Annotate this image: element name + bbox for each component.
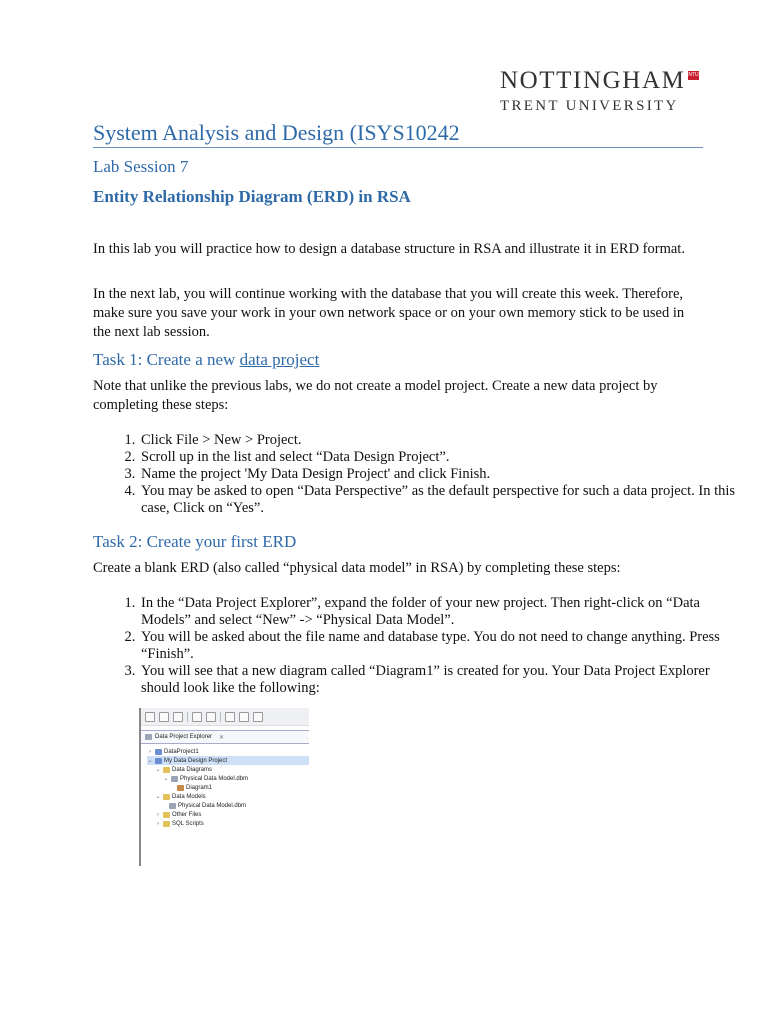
file-icon (171, 776, 178, 782)
lab-session-label: Lab Session 7 (93, 157, 189, 176)
folder-icon (163, 794, 170, 800)
folder-icon (163, 767, 170, 773)
title-divider (93, 147, 703, 148)
chevron-down-icon: ⌄ (163, 776, 169, 782)
chevron-right-icon: › (157, 811, 159, 818)
debug-icon (192, 712, 202, 722)
logo-name: NOTTINGHAM (500, 67, 686, 94)
project-icon (155, 758, 162, 764)
chevron-down-icon: ⌄ (147, 758, 153, 764)
explorer-toolbar (141, 708, 309, 726)
list-item: 1. In the “Data Project Explorer”, expand the folder of your new project. Then right-click on “Data Models” and select “New” -> “Physical Data Model”. (139, 595, 751, 629)
tree-node-label: Data Models (172, 793, 206, 800)
folder-icon (163, 812, 170, 818)
tree-node (147, 765, 309, 774)
tree-node-label: Physical Data Model.dbm (180, 775, 249, 782)
tree-node (147, 774, 309, 783)
logo-subname: TRENT UNIVERSITY (500, 98, 679, 114)
project-icon (155, 749, 162, 755)
task2-heading: Task 2: Create your first ERD (93, 532, 297, 551)
explorer-tree (141, 744, 309, 828)
tree-node-label: Data Diagrams (172, 766, 213, 773)
tree-node (147, 783, 309, 792)
university-logo (500, 68, 700, 115)
list-item: 3. Name the project 'My Data Design Project' and click Finish. (139, 466, 751, 483)
task1-heading (93, 350, 319, 370)
intro-paragraph-1: In this lab you will practice how to design a database structure in RSA and illustrate it in ERD format. (93, 241, 685, 257)
chevron-down-icon: ⌄ (155, 767, 161, 773)
task1-intro: Note that unlike the previous labs, we do not create a model project. Create a new data project by completing these steps: (93, 378, 658, 413)
list-item: 3. You will see that a new diagram called “Diagram1” is created for you. Your Data Project Explorer should look like the following: (139, 663, 751, 697)
toolbar-separator (187, 712, 188, 722)
tree-node (147, 747, 309, 756)
explorer-screenshot (139, 708, 309, 866)
document-subtitle: Entity Relationship Diagram (ERD) in RSA (93, 187, 411, 206)
run-icon (206, 712, 216, 722)
tree-node-label: My Data Design Project (164, 757, 228, 764)
diagram-icon (177, 785, 184, 791)
tree-node-label: Physical Data Model.dbm (178, 802, 247, 809)
logo-badge: NTU (688, 72, 699, 78)
file-icon (169, 803, 176, 809)
back-icon (239, 712, 249, 722)
chevron-down-icon: ⌄ (155, 794, 161, 800)
save-icon (159, 712, 169, 722)
tree-node-label: Other Files (172, 811, 202, 818)
close-icon: ✕ (219, 734, 225, 741)
print-icon (173, 712, 183, 722)
folder-icon (163, 821, 170, 827)
list-item: 4. You may be asked to open “Data Perspective” as the default perspective for such a data project. In this case, Click on “Yes”. (139, 483, 751, 517)
tree-node-label: SQL Scripts (172, 820, 204, 827)
tree-node (147, 801, 309, 810)
forward-icon (253, 712, 263, 722)
search-icon (225, 712, 235, 722)
task1-heading-text: Task 1: Create a new (93, 350, 240, 369)
tree-node-label: Diagram1 (186, 784, 213, 791)
data-project-link[interactable]: data project (239, 350, 320, 369)
task2-steps (93, 595, 751, 697)
explorer-tab (141, 730, 309, 744)
toolbar-separator (220, 712, 221, 722)
list-item: 1. Click File > New > Project. (139, 432, 751, 449)
explorer-view-icon (145, 734, 152, 740)
intro-paragraph-2: In the next lab, you will continue working with the database that you will create this week. Therefore, make sure you save your work in your own network space or on your own memory stick to be used in the next lab session. (93, 286, 685, 340)
tree-node (147, 792, 309, 801)
tree-node (147, 756, 309, 765)
tree-node (147, 810, 309, 819)
tree-node-label: DataProject1 (164, 748, 199, 755)
explorer-tab-label: Data Project Explorer (155, 734, 213, 740)
task1-steps (93, 432, 751, 517)
chevron-right-icon: › (157, 820, 159, 827)
list-item: 2. You will be asked about the file name and database type. You do not need to change anything. Press “Finish”. (139, 629, 751, 663)
new-icon (145, 712, 155, 722)
tree-node (147, 819, 309, 828)
document-title: System Analysis and Design (ISYS10242 (93, 120, 460, 145)
task2-intro: Create a blank ERD (also called “physical data model” in RSA) by completing these steps: (93, 560, 621, 576)
chevron-right-icon: › (149, 748, 151, 755)
list-item: 2. Scroll up in the list and select “Data Design Project”. (139, 449, 751, 466)
